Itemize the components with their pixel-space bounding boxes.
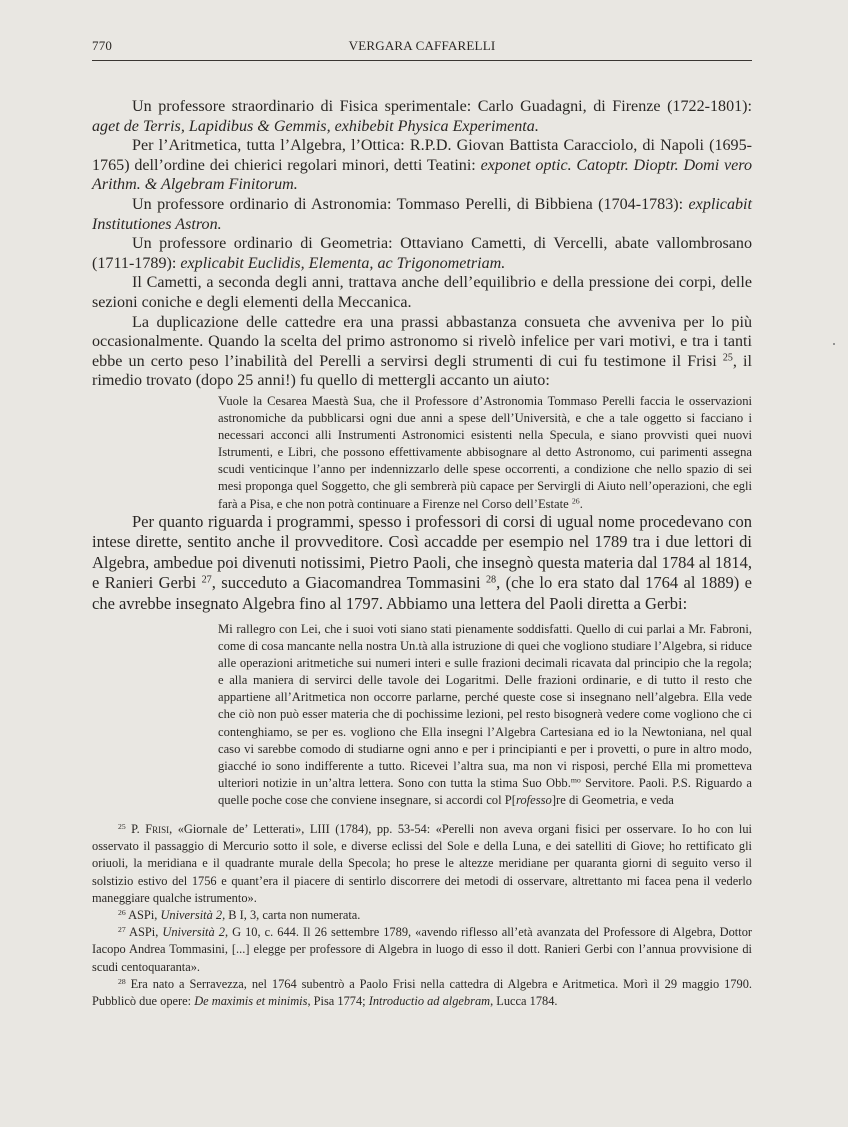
paragraph: Per l’Aritmetica, tutta l’Algebra, l’Ottica: R.P.D. Giovan Battista Caracciolo, di Napoli (1695-1765) dell’ordine dei chierici regolari minori, detti Teatini: exponet optic. Catoptr. Dioptr. Domi vero Arithm. & Algebram Finitorum. [92, 137, 752, 194]
footnote-ref: 27 [201, 574, 212, 586]
footnote-ref: 26 [571, 496, 580, 506]
paragraph: Il Cametti, a seconda degli anni, trattava anche dell’equilibrio e della pressione dei corpi, delle sezioni coniche e degli elementi della Meccanica. [92, 274, 752, 311]
footnote-26: $^{26}$ ASPi, Università 2, B I, 3, carta non numerata. [118, 907, 361, 923]
footnote-25: $^{25}$ P. Frisi, «Giornale de’ Letterati», LIII (1784), pp. 53-54: «Perelli non aveva organi fisici per osservare. Io ho con lui osservato il passaggio di Mercurio sotto il sole, e diverse eclissi del Sole e della Luna, e dei satelliti di Giove; ho rettificato gli oriuoli, la meridiana e il quadrante murale della Specola; ho prese le altezze meridiane per quaranta giorni di seguito verso il solstizio estivo del 1756 e quant’era il piacere di sentirlo discorrere dei metodi di osservare, altrettanto mi facea pena il vederlo maneggiare qualche istrumento». [92, 821, 752, 905]
footnote-ref: 25 [722, 352, 733, 364]
running-title: VERGARA CAFFARELLI [348, 38, 496, 53]
body-text-programs [92, 512, 752, 614]
footnote-ref: 28 [485, 574, 497, 586]
body-text [92, 97, 752, 391]
paragraph: Per quanto riguarda i programmi, spesso i professori di corsi di ugual nome procedevano con intese dirette, sentito anche il provveditore. Così accadde per esempio nel 1789 tra i due lettori di Algebra, ambedue poi divenuti notissimi, Pietro Paoli, che insegnò questa materia dal 1784 al 1814, e Ranieri Gerbi $^{27}$, succeduto a Giacomandrea Tommasini $^{28}$, (che lo era stato dal 1764 al 1889) e che avrebbe insegnato Algebra fino al 1797. Abbiamo una lettera del Paoli diretta a Gerbi: [92, 512, 752, 613]
paragraph: Un professore straordinario di Fisica sperimentale: Carlo Guadagni, di Firenze (1722-1801): aget de Terris, Lapidibus & Gemmis, exhibebit Physica Experimenta. [92, 98, 752, 135]
paragraph: Un professore ordinario di Astronomia: Tommaso Perelli, di Bibbiena (1704-1783): explicabit Institutiones Astron. [92, 195, 752, 233]
paragraph: La duplicazione delle cattedre era una prassi abbastanza consueta che avveniva per lo più occasionalmente. Quando la scelta del primo astronomo si rivelò infelice per vari motivi, e tra i tanti ebbe un certo peso l’inabilità del Perelli a servirsi degli strumenti di cui fu testimone il Frisi $^{25}$, il rimedio trovato (dopo 25 anni!) fu quello di mettergli accanto un aiuto: [92, 313, 752, 390]
block-quote-decree: Vuole la Cesarea Maestà Sua, che il Professore d’Astronomia Tommaso Perelli faccia le osservazioni astronomiche da pubblicarsi ogni due anni a spese dell’Università, e che a tale oggetto si facciano i necessari acconci alli Instrumenti Astronomici esistenti nella Specula, e siano provvisti quei nuovi Istrumenti, e Libri, che possono effettivamente abbisognare al detto Astronomo, cui parimenti assegna scudi venticinque l’anno per indennizzarlo delle spese occorrenti, a condizione che nello spazio di sei mesi proponga quel Soggetto, che gli sembrerà più capace per Servirgli di Aiuto nell’operazioni, che egli farà a Pisa, e che non potrà continuare a Firenze nel Corso dell’Estate $^{26}$. [218, 394, 752, 511]
footnote-28: $^{28}$ Era nato a Serravezza, nel 1764 subentrò a Paolo Frisi nella cattedra di Algebra e Aritmetica. Morì il 29 maggio 1790. Pubblicò due opere: De maximis et minimis, Pisa 1774; Introductio ad algebram, Lucca 1784. [92, 976, 752, 1009]
footnotes [92, 821, 752, 1010]
paragraph: Un professore ordinario di Geometria: Ottaviano Cametti, di Vercelli, abate vallombrosano (1711-1789): explicabit Euclidis, Elementa, ac Trigonometriam. [92, 235, 752, 272]
footnote-27: $^{27}$ ASPi, Università 2, G 10, c. 644. Il 26 settembre 1789, «avendo riflesso all’età avanzata del Professore di Algebra, Dottor Iacopo Andrea Tommasini, [...] elegge per professore di Algebra in luogo di esso il dott. Ranieri Gerbi con l’annua provvisione di scudi centoquaranta». [92, 925, 753, 974]
block-quote-letter: Mi rallegro con Lei, che i suoi voti siano stati pienamente soddisfatti. Quello di cui parlai a Mr. Fabroni, come di cosa mancante nella nostra Un.tà alla istruzione di quei che vogliono studiare l’Algebra, si riduce alle operazioni aritmetiche sui numeri interi e sulle frazioni decimali ricavata dal principio che la regola; e alla maniera di servirci delle tavole dei Logaritmi. Delle frazioni ordinarie, e di tutto il resto che appartiene all’Aritmetica non occorre parlarne, perché queste cose si insegnano nell’algebra. Ella vede che ciò non può esser materia che di pochissime lezioni, pel resto bisognerà vedere come vogliono che ci contenghiamo, se per es. vogliono che Ella insegni l’Algebra Cartesiana ed io la Newtoniana, nel qual caso vi sarebbe comodo di studiarne ogni anno e per i principianti e per i provetti, o pure in altro modo, giacché io sono indifferente a tutto. Ricevei l’altra sua, ma non vi risposi, perché Ella mi prometteva ulteriori notizie in un’altra lettera. Sono con tutta la stima Suo Obb.$^{mo}$ Servitore. Paoli. P.S. Riguardo a quelle poche cose che conviene insegnare, si accordi col P[rofesso]re di Geometria, e veda [218, 622, 752, 807]
page-header [92, 36, 752, 61]
page-number: 770 [92, 38, 113, 53]
margin-dot [833, 343, 835, 345]
